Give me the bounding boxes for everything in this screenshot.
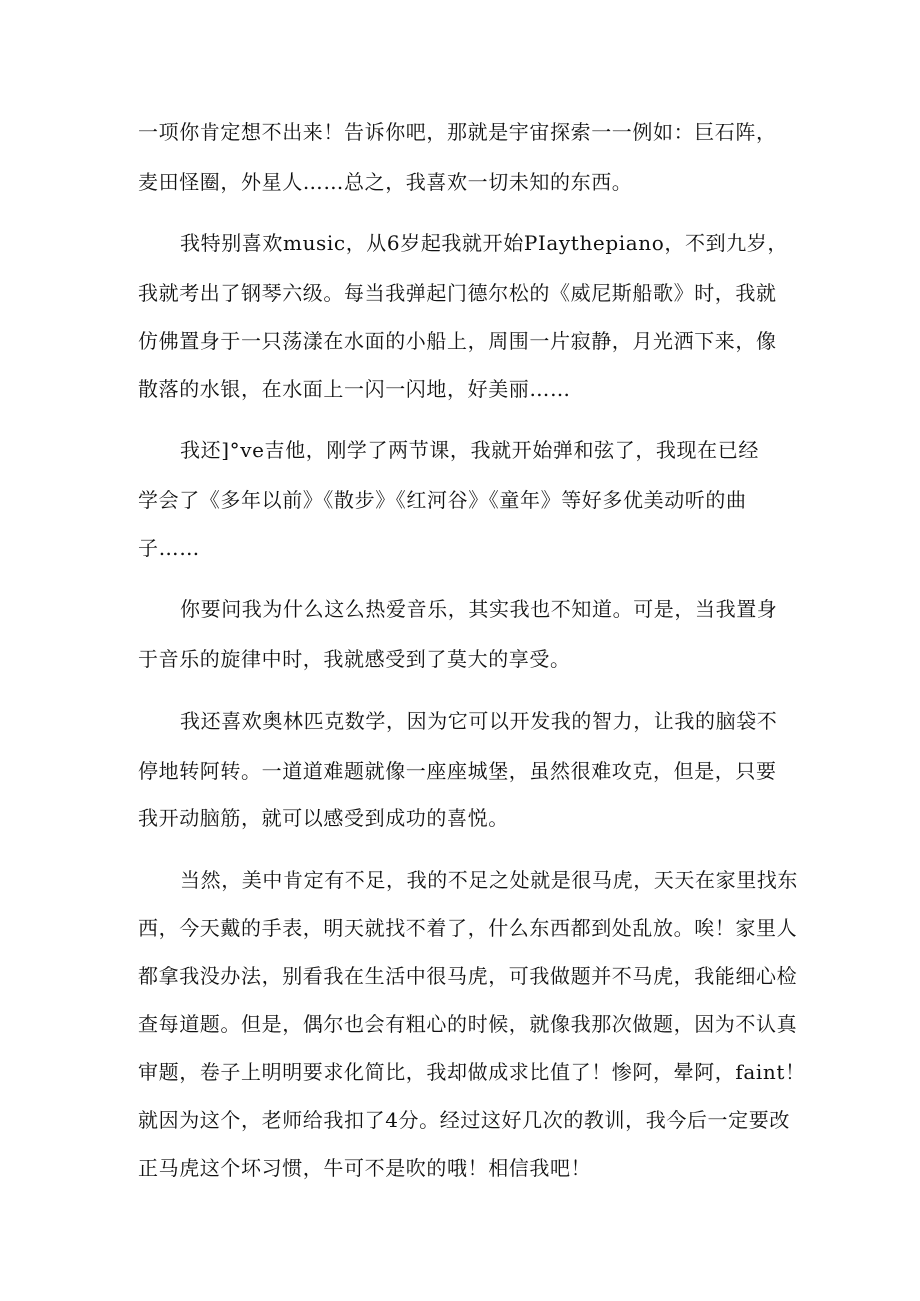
text-line: 于音乐的旋律中时，我就感受到了莫大的享受。	[138, 647, 571, 671]
text-line: 散落的水银，在水面上一闪一闪地，好美丽……	[138, 377, 571, 401]
text-line: 我就考出了钢琴六级。每当我弹起门德尔松的《威尼斯船歌》时，我就	[138, 281, 777, 305]
text-line: 审题，卷子上明明要求化简比，我却做成求比值了！惨阿，晕阿，faint！	[138, 1060, 806, 1084]
text-line: 子……	[138, 536, 200, 560]
text-line: 一项你肯定想不出来！告诉你吧，那就是宇宙探索一一例如：巨石阵，	[138, 120, 777, 144]
text-line: 学会了《多年以前》《散步》《红河谷》《童年》等好多优美动听的曲	[138, 488, 747, 512]
text-line: 麦田怪圈，外星人……总之，我喜欢一切未知的东西。	[138, 170, 633, 194]
text-line: 我还喜欢奥林匹克数学，因为它可以开发我的智力，让我的脑袋不	[180, 709, 778, 733]
text-line: 西，今天戴的手表，明天就找不着了，什么东西都到处乱放。唉！家里人	[138, 916, 798, 940]
text-line: 仿佛置身于一只荡漾在水面的小船上，周围一片寂静，月光洒下来，像	[138, 329, 777, 353]
text-line: 查每道题。但是，偶尔也会有粗心的时候，就像我那次做题，因为不认真	[138, 1012, 798, 1036]
text-line: 正马虎这个坏习惯，牛可不是吹的哦！相信我吧！	[138, 1156, 592, 1180]
text-line: 当然，美中肯定有不足，我的不足之处就是很马虎，天天在家里找东	[180, 868, 798, 892]
text-line: 都拿我没办法，别看我在生活中很马虎，可我做题并不马虎，我能细心检	[138, 964, 798, 988]
text-line: 我开动脑筋，就可以感受到成功的喜悦。	[138, 806, 509, 830]
text-line: 停地转阿转。一道道难题就像一座座城堡，虽然很难攻克，但是，只要	[138, 759, 777, 783]
text-line: 我特别喜欢music，从6岁起我就开始PIaythepiano，不到九岁，	[180, 231, 789, 255]
text-line: 我还]°ve吉他，刚学了两节课，我就开始弹和弦了，我现在已经	[180, 438, 759, 462]
text-line: 就因为这个，老师给我扣了4分。经过这好几次的教训，我今后一定要改	[138, 1108, 790, 1132]
text-line: 你要问我为什么这么热爱音乐，其实我也不知道。可是，当我置身	[180, 597, 778, 621]
